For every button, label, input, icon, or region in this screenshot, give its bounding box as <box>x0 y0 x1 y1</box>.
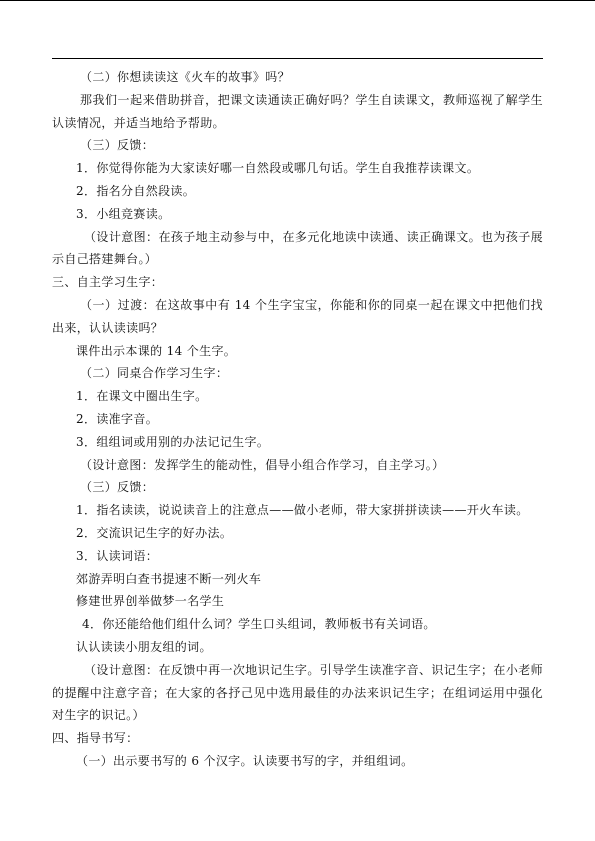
design-intent-note: （设计意图：在反馈中再一次地识记生字。引导学生读准字音、识记生字；在小老师的提醒中注意字音；在大家的各抒己见中选用最佳的办法来识记生字；在组词运用中强化对生字的识记。） <box>52 662 543 723</box>
list-item: 2．指名分自然段读。 <box>76 183 196 198</box>
design-intent-note: （设计意图：在孩子地主动参与中，在多元化地读中读通、读正确课文。也为孩子展示自己搭建舞台。） <box>52 229 543 267</box>
section-heading: 四、指导书写： <box>52 731 139 746</box>
list-item: 1．在课文中圈出生字。 <box>76 389 208 404</box>
paragraph: 课件出示本课的 14 个生字。 <box>76 343 237 358</box>
header-rule <box>52 58 543 59</box>
list-item: 4．你还能给他们组什么词？学生口头组词，教师板书有关词语。 <box>82 617 436 632</box>
subsection-heading: （一）出示要书写的 6 个汉字。认读要书写的字，并组组词。 <box>76 753 414 768</box>
design-intent-note: （设计意图：发挥学生的能动性，倡导小组合作学习，自主学习。） <box>80 457 445 472</box>
list-item: 1．你觉得你能为大家读好哪一自然段或哪几句话。学生自我推荐读课文。 <box>76 161 480 176</box>
list-item: 1．指名读读，说说读音上的注意点——做小老师，带大家拼拼读读——开火车读。 <box>76 503 529 518</box>
list-item: 3．认读词语： <box>76 548 159 563</box>
paragraph: （一）过渡：在这故事中有 14 个生字宝宝，你能和你的同桌一起在课文中把他们找出来，认认读读吗？ <box>52 297 543 335</box>
section-heading: 三、自主学习生字： <box>52 275 164 290</box>
subsection-heading: （二）同桌合作学习生字： <box>80 366 229 381</box>
paragraph: 那我们一起来借助拼音，把课文读通读正确好吗？学生自读课文，教师巡视了解学生认读情况，并适当地给予帮助。 <box>52 92 543 130</box>
word-list: 修建世界创举做梦一名学生 <box>76 594 225 609</box>
subsection-heading: （三）反馈： <box>80 138 155 153</box>
subsection-heading: （三）反馈： <box>80 480 155 495</box>
list-item: 3．组组词或用别的办法记记生字。 <box>76 434 270 449</box>
document-body <box>52 66 543 773</box>
paragraph: 认认读读小朋友组的词。 <box>76 639 212 654</box>
page-top-border <box>0 0 595 1</box>
list-item: 2．读准字音。 <box>76 411 159 426</box>
list-item: 3．小组竞赛读。 <box>76 206 171 221</box>
subsection-heading: （二）你想读读这《火车的故事》吗？ <box>80 70 290 84</box>
list-item: 2．交流识记生字的好办法。 <box>76 525 233 540</box>
word-list: 郊游弄明白查书提速不断一列火车 <box>76 571 262 586</box>
